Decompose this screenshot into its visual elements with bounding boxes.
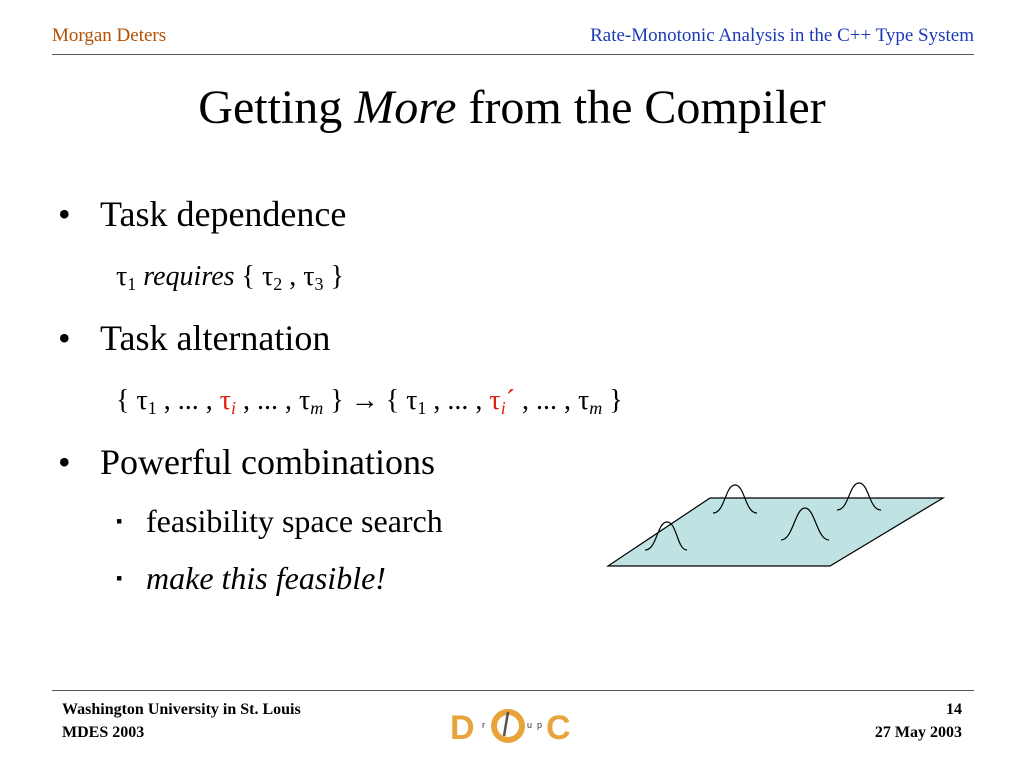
- subscript: i: [500, 398, 506, 418]
- tau-i-prime-symbol: τ: [489, 385, 501, 416]
- tau-symbol: τ: [136, 385, 148, 416]
- prime-mark: ´: [505, 385, 516, 416]
- square-bullet-icon: ▪: [116, 510, 123, 531]
- tau-i-symbol: τ: [219, 385, 231, 416]
- tau-symbol: τ: [303, 261, 315, 292]
- bullet-marker: •: [58, 194, 71, 234]
- bullet-text: Task alternation: [100, 318, 331, 358]
- brace-close: }: [323, 261, 344, 292]
- footer-date: 27 May 2003: [874, 724, 962, 741]
- subscript: 2: [273, 274, 283, 294]
- tau-symbol: τ: [116, 261, 128, 292]
- subscript: 1: [147, 398, 157, 418]
- tau-symbol: τ: [299, 385, 311, 416]
- title-post: from the Compiler: [456, 81, 826, 134]
- tau-symbol: τ: [261, 261, 274, 292]
- ellipsis: , ... ,: [515, 385, 579, 416]
- dependence-formula: [116, 260, 344, 301]
- arrow: } → {: [323, 385, 407, 416]
- square-bullet-icon: ▪: [116, 567, 123, 588]
- logo-letter-p: p: [537, 720, 543, 730]
- bullet-text: Powerful combinations: [100, 442, 435, 482]
- subscript: i: [230, 398, 236, 418]
- alternation-formula: [116, 384, 623, 425]
- feasibility-plane-illustration: [605, 480, 945, 570]
- separator: ,: [282, 261, 304, 292]
- logo-letter-d: D: [450, 709, 475, 746]
- doc-group-logo: [448, 706, 578, 746]
- subitem-text: feasibility space search: [146, 503, 443, 539]
- bullet-marker: •: [58, 318, 71, 358]
- header-talk-title: Rate-Monotonic Analysis in the C++ Type System: [590, 25, 974, 46]
- header-author: Morgan Deters: [52, 25, 167, 46]
- subscript: m: [310, 398, 324, 418]
- ellipsis: , ... ,: [236, 385, 299, 416]
- tau-symbol: τ: [406, 385, 418, 416]
- footer-event: MDES 2003: [62, 724, 145, 741]
- bullet-marker: •: [58, 442, 71, 482]
- tau-symbol: τ: [578, 385, 590, 416]
- requires-keyword: requires: [143, 261, 235, 292]
- logo-letter-u: u: [527, 720, 533, 730]
- ellipsis: , ... ,: [426, 385, 490, 416]
- footer-org: Washington University in St. Louis: [62, 701, 301, 718]
- page-number: 14: [946, 701, 962, 718]
- bullet-powerful-combinations: [58, 442, 435, 482]
- subitem-feasibility-search: [116, 503, 443, 543]
- header-rule: [52, 54, 974, 55]
- bullet-task-dependence: [58, 194, 346, 234]
- logo-letter-c: C: [546, 709, 571, 746]
- brace-open: {: [234, 261, 262, 292]
- subitem-text: make this feasible!: [146, 560, 386, 596]
- title-pre: Getting: [198, 81, 355, 134]
- logo-letter-r: r: [482, 720, 485, 730]
- subscript: 3: [314, 274, 324, 294]
- bullet-task-alternation: [58, 318, 330, 358]
- bullet-text: Task dependence: [100, 194, 347, 234]
- subscript: 1: [417, 398, 427, 418]
- subscript: m: [589, 398, 603, 418]
- title-emphasis: More: [354, 81, 457, 134]
- subscript: 1: [127, 274, 137, 294]
- brace-open: {: [116, 385, 137, 416]
- logo-slash: [504, 712, 508, 736]
- slide-title: [0, 80, 1024, 136]
- subitem-make-feasible: [116, 560, 386, 600]
- ellipsis: , ... ,: [156, 385, 220, 416]
- brace-close: }: [602, 385, 623, 416]
- footer-rule: [52, 690, 974, 691]
